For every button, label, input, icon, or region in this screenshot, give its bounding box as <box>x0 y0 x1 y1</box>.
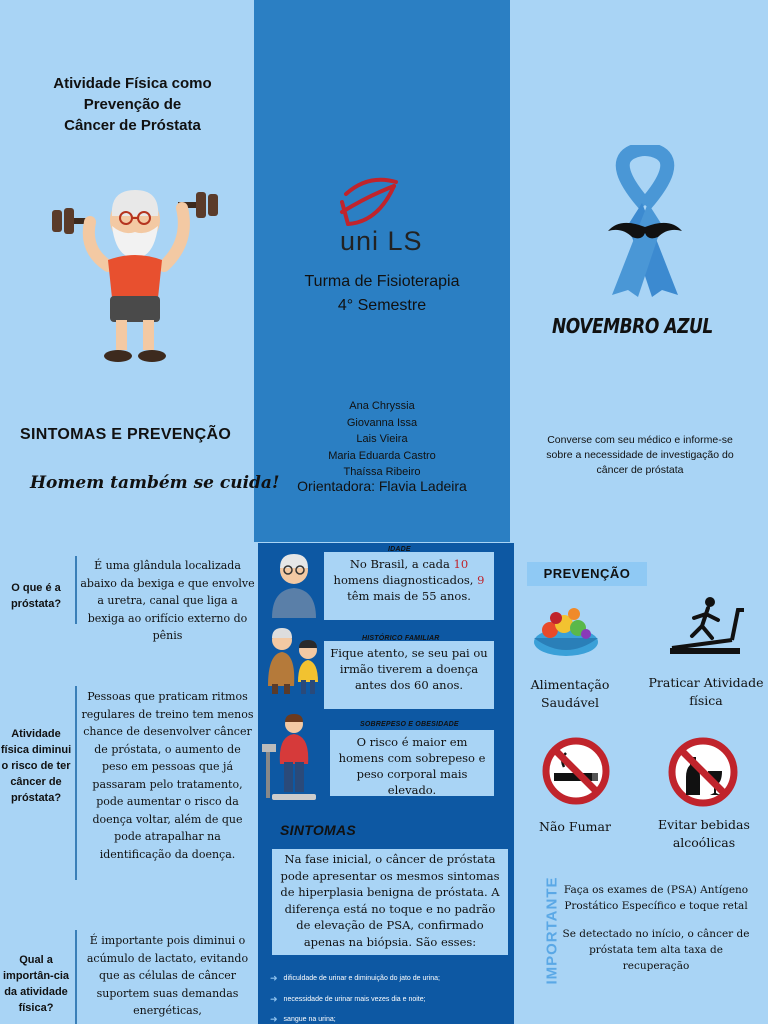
question-label: Atividade física diminui o risco de ter câncer de próstata? <box>0 728 72 804</box>
question-divider <box>75 556 77 624</box>
advisor: Orientadora: Flavia Ladeira <box>297 478 467 494</box>
symptoms-intro: Na fase inicial, o câncer de próstata pode apresentar os mesmos sintomas de hiperplasia benigna de próstata. A diferença está no toque e no padrão de elevação de PSA, confirmado apenas na biópsia. São esses: <box>272 849 508 955</box>
authors-list <box>254 398 510 481</box>
author: Maria Eduarda Castro <box>328 449 436 462</box>
doctor-advice: Converse com seu médico e informe-se sobre a necessidade de investigação do câncer de próstata <box>546 434 734 476</box>
risk-weight-heading: SOBREPESO E OBESIDADE <box>360 721 459 728</box>
overweight-man-scale-icon <box>262 712 320 802</box>
prevention-smoking-label: Não Fumar <box>539 819 611 834</box>
campaign-name: NOVEMBRO AZUL <box>552 314 713 338</box>
risk-age-box: No Brasil, a cada 10 homens diagnosticados, 9 têm mais de 55 anos. <box>324 552 494 620</box>
risk-family-heading: HISTÓRICO FAMILIAR <box>362 635 440 642</box>
slogan: Homem também se cuida! <box>30 473 280 493</box>
grandpa-lifting-weights-illustration <box>50 180 220 365</box>
author: Ana Chryssia <box>349 400 415 412</box>
symptom-item: ➜ sangue na urina; <box>270 1014 336 1024</box>
no-alcohol-icon <box>668 737 738 807</box>
prevention-exercise-label: Praticar Atividade física <box>648 675 764 708</box>
prevention-alcohol-label: Evitar bebidas alcoólicas <box>658 817 750 850</box>
question-answer: É uma glândula localizada abaixo da bexiga e que envolve a uretra, canal que liga a bexiga ao orifício externo do pênis <box>80 559 255 642</box>
important-label: IMPORTANTE <box>543 876 561 985</box>
question-label: O que é a próstata? <box>10 582 62 610</box>
important-text: Faça os exames de (PSA) Antígeno Prostático Específico e toque retal Se detectado no início, o câncer de próstata tem alta taxa de recuperação <box>562 884 750 972</box>
no-smoking-icon <box>542 737 610 805</box>
question-label: Qual a importân-cia da atividade física? <box>2 954 69 1014</box>
author: Lais Vieira <box>356 433 408 445</box>
class-name: Turma de Fisioterapia 4° Semestre <box>304 273 460 314</box>
risk-age-heading: IDADE <box>388 546 411 553</box>
treadmill-runner-icon <box>668 596 748 658</box>
risk-family-box: Fique atento, se seu pai ou irmão tiverem a doença antes dos 60 anos. <box>324 641 494 709</box>
prevention-food-label: Alimentação Saudável <box>530 677 610 710</box>
healthy-food-bowl-icon <box>528 598 604 666</box>
symptoms-title: SINTOMAS <box>280 822 357 838</box>
author: Giovanna Issa <box>346 416 418 429</box>
symptom-item: ➜ necessidade de urinar mais vezes dia e noite; <box>270 994 426 1004</box>
arrow-right-icon: ➜ <box>270 1014 278 1024</box>
symptom-item: ➜ dificuldade de urinar e diminuição do jato de urina; <box>270 973 440 983</box>
question-divider <box>75 930 77 1024</box>
risk-weight-box: O risco é maior em homens com sobrepeso e peso corporal mais elevado. <box>330 730 494 796</box>
elderly-man-icon <box>266 550 322 618</box>
blue-ribbon-mustache-icon <box>590 145 700 300</box>
prevention-title: PREVENÇÃO <box>527 562 647 586</box>
institution-logo-text: uni LS <box>340 226 423 256</box>
family-history-icon <box>262 626 324 696</box>
question-answer: Pessoas que praticam ritmos regulares de treino tem menos chance de desenvolver câncer de próstata, o aumento de peso em pessoas que já passaram pelo tratamento, pode aumentar o risco da doença voltar, além de que pode atrapalhar na identificação da doença. <box>81 690 254 861</box>
arrow-right-icon: ➜ <box>270 994 278 1004</box>
section-title: SINTOMAS E PREVENÇÃO <box>20 426 232 443</box>
question-divider <box>75 686 77 880</box>
arrow-right-icon: ➜ <box>270 973 278 983</box>
flyer-title: Atividade Física como Prevenção de Câncer de Próstata <box>53 75 212 134</box>
author: Thaíssa Ribeiro <box>343 466 421 478</box>
question-answer: É importante pois diminui o acúmulo de lactato, evitando que as células de câncer suportem suas demandas energéticas, <box>86 934 249 1017</box>
